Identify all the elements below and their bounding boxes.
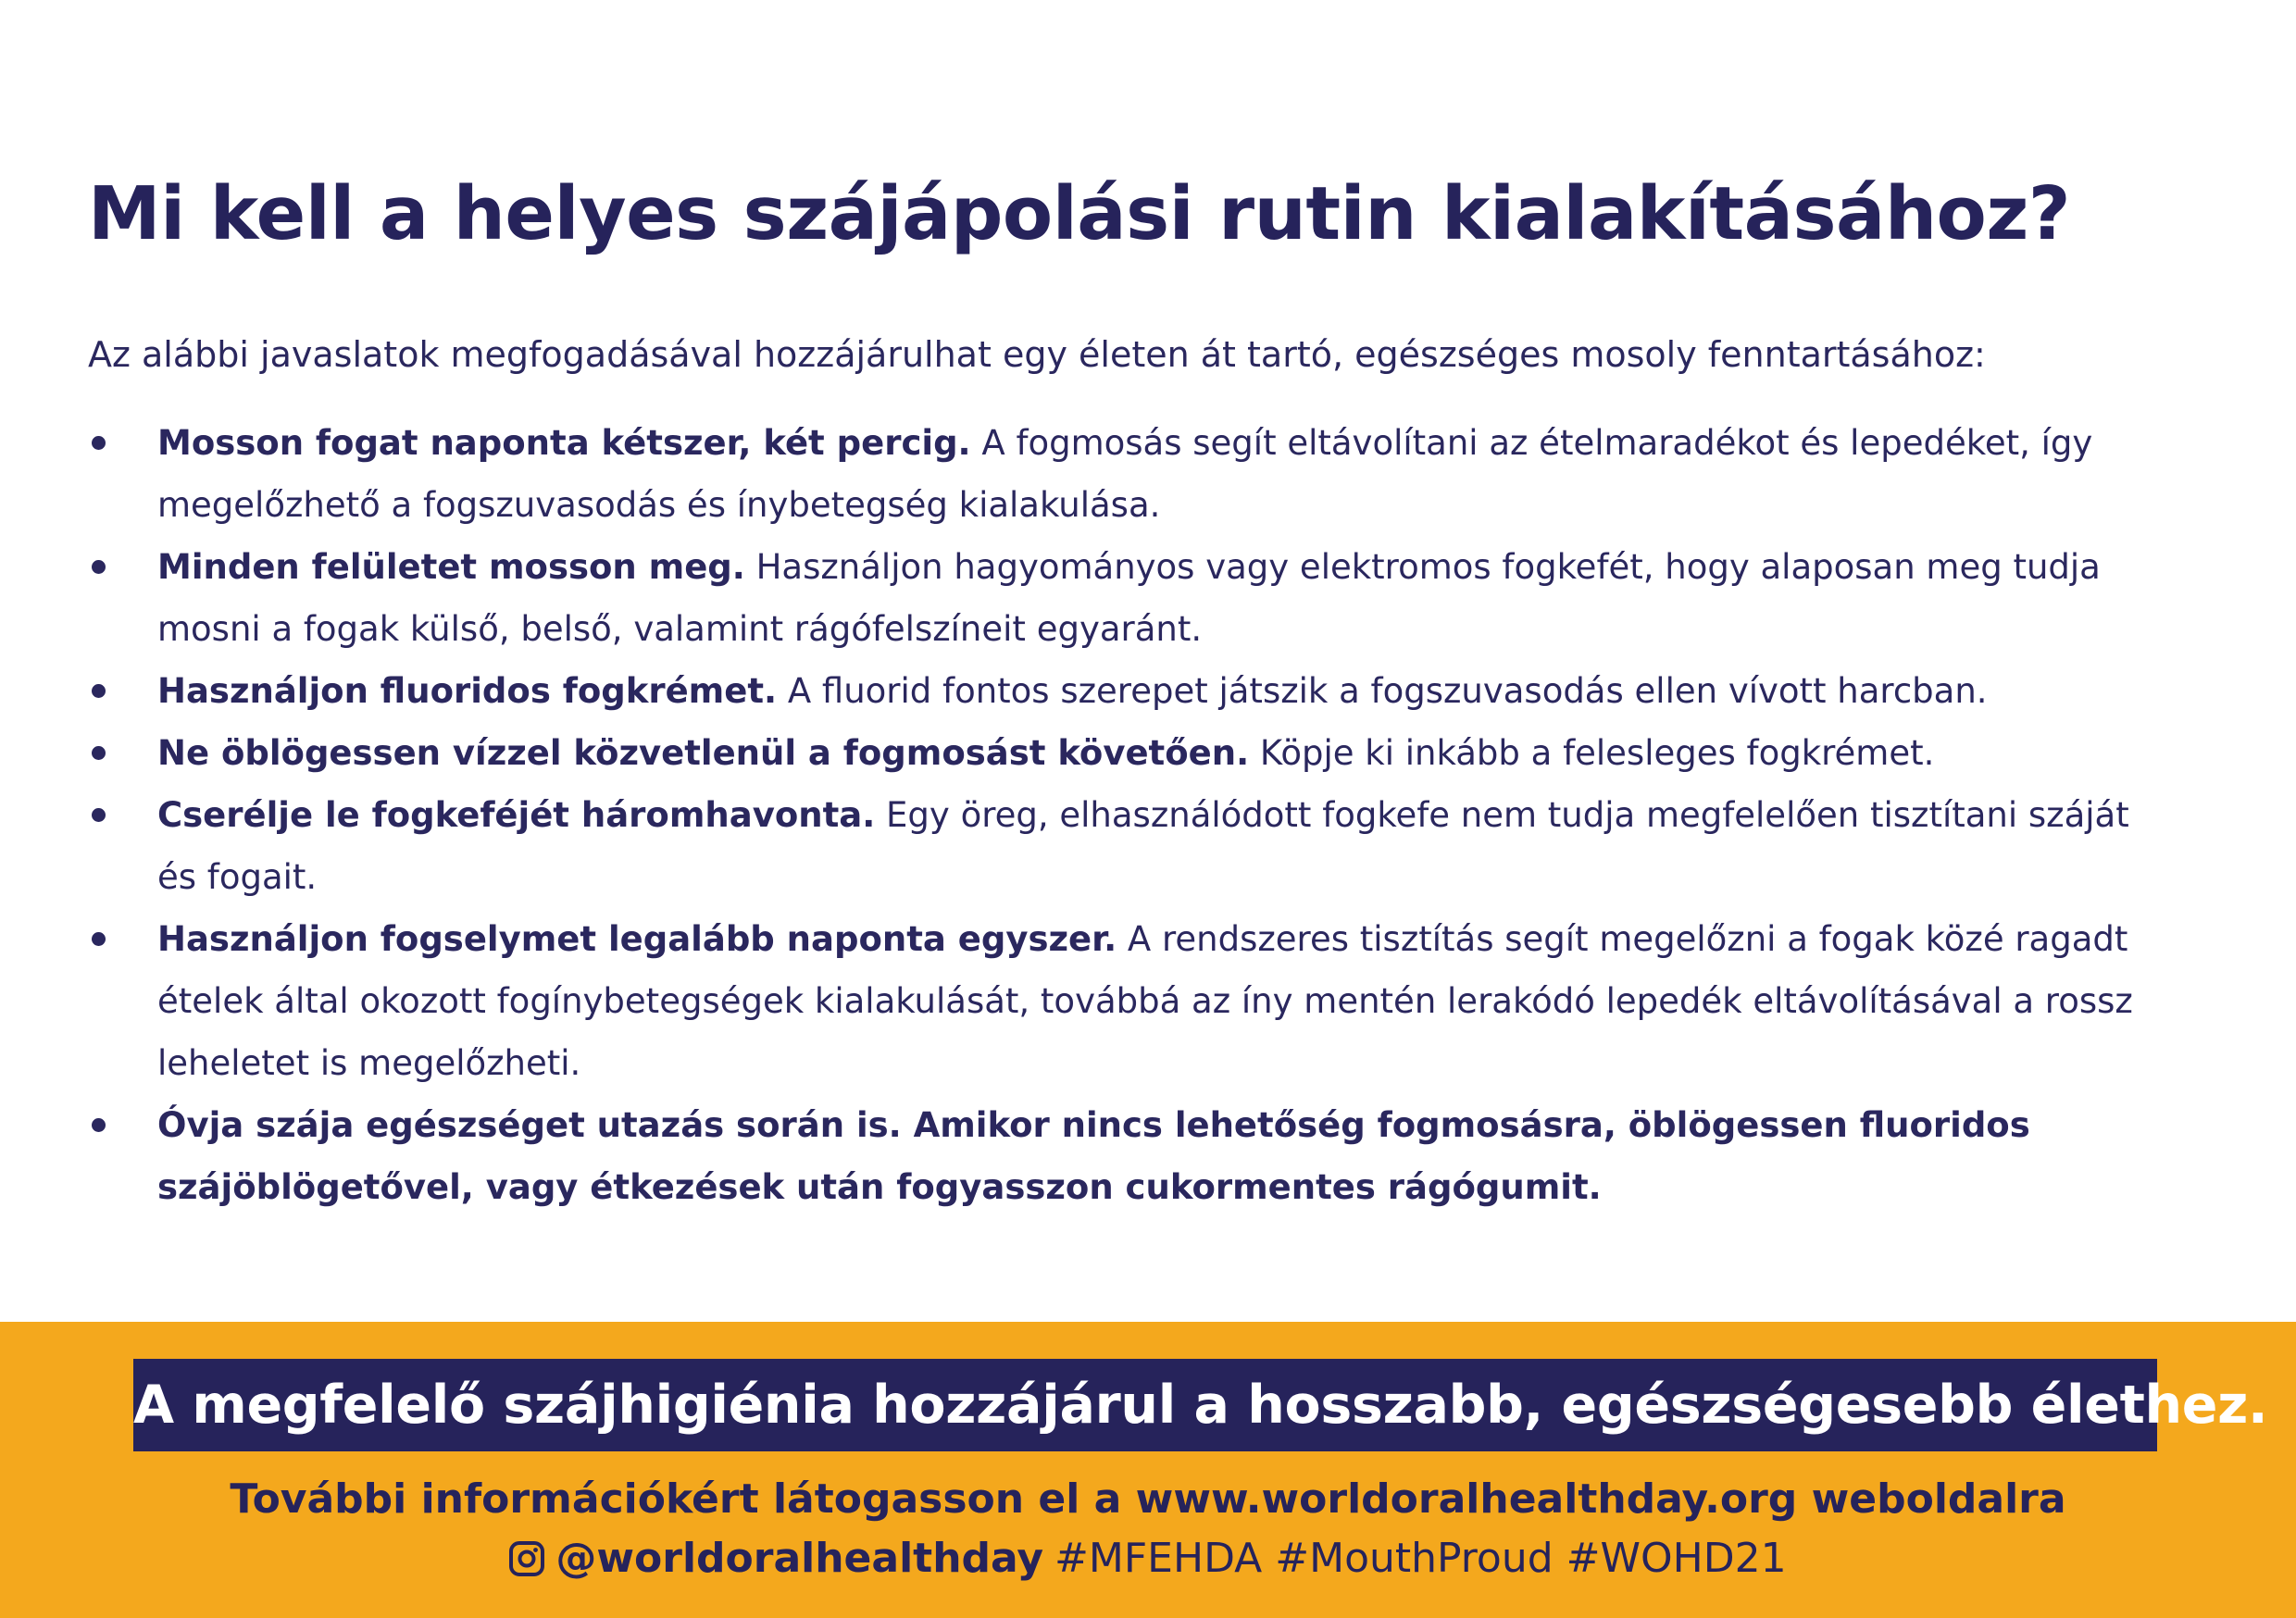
tip-heading: Használjon fluoridos fogkrémet. — [157, 671, 778, 711]
slogan-banner: A megfelelő szájhigiénia hozzájárul a hosszabb, egészségesebb élethez. — [133, 1359, 2157, 1451]
tip-heading: Mosson fogat naponta kétszer, két percig. — [157, 423, 971, 463]
tip-heading: Minden felületet mosson meg. — [157, 547, 745, 587]
tip-item — [88, 1094, 2171, 1218]
tip-item — [88, 536, 2171, 660]
tip-item — [88, 660, 2171, 722]
tip-item — [88, 784, 2171, 908]
tip-text: A fluorid fontos szerepet játszik a fogszuvasodás ellen vívott harcban. — [777, 671, 1988, 711]
tip-text: Köpje ki inkább a felesleges fogkrémet. — [1249, 733, 1935, 773]
tip-text: A fogmosás segít eltávolítani az ételmaradékot és lepedéket, így megelőzhető a fogszuvasodás és ínybetegség kialakulása. — [157, 423, 2093, 525]
tip-text: Egy öreg, elhasználódott fogkefe nem tudja megfelelően tisztítani száját és fogait. — [157, 795, 2129, 897]
tip-item — [88, 412, 2171, 536]
footer-banner — [0, 1322, 2296, 1618]
more-info-text: További információkért látogasson el a www.worldoralhealthday.org weboldalra — [230, 1475, 2066, 1523]
tip-text: A rendszeres tisztítás segít megelőzni a fogak közé ragadt ételek által okozott fogínybetegségek kialakulását, továbbá az íny mentén lerakódó lepedék eltávolításával a rossz leheletet is megelőzheti. — [157, 919, 2133, 1083]
social-handle: @worldoralhealthday — [555, 1535, 1044, 1582]
page-title: Mi kell a helyes szájápolási rutin kialakításához? — [88, 171, 2071, 256]
tips-list — [88, 412, 2171, 1218]
instagram-icon — [509, 1534, 544, 1569]
tip-text: Használjon hagyományos vagy elektromos fogkefét, hogy alaposan meg tudja mosni a fogak külső, belső, valamint rágófelszíneit egyaránt. — [157, 547, 2101, 649]
tip-heading: Cserélje le fogkeféjét háromhavonta. — [157, 795, 876, 835]
tip-item — [88, 908, 2171, 1094]
social-line — [0, 1529, 2296, 1588]
tip-heading: Használjon fogselymet legalább naponta egyszer. — [157, 919, 1117, 959]
tip-heading: Óvja szája egészséget utazás során is. Amikor nincs lehetőség fogmosásra, öblögessen fluoridos szájöblögetővel, vagy étkezések után fogyasszon cukormentes rágógumit. — [157, 1105, 2030, 1207]
intro-text: Az alábbi javaslatok megfogadásával hozzájárulhat egy életen át tartó, egészséges mosoly fenntartásához: — [88, 334, 1986, 375]
tip-item — [88, 722, 2171, 784]
tip-heading: Ne öblögessen vízzel közvetlenül a fogmosást követően. — [157, 733, 1250, 773]
hashtags: #MFEHDA #MouthProud #WOHD21 — [1054, 1535, 1787, 1582]
